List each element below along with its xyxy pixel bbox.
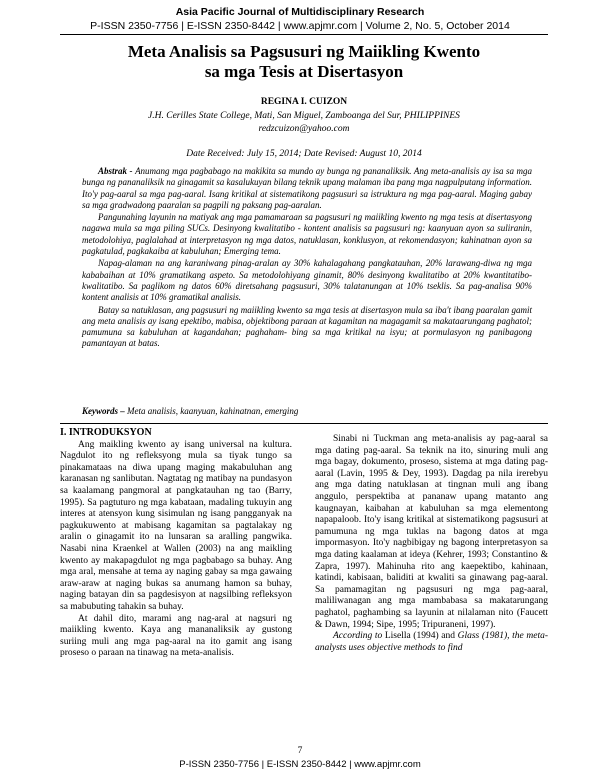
author-email: redzcuizon@yahoo.com	[258, 124, 350, 134]
abstract-paragraph-3: Napag-alaman na ang karaniwang pinag-aralan ay 30% kahalagahang pangkatauhan, 20% larawang-diwa ng mga kababaihan at 10% gramatikang aspeto. Sa metodolohiyang ginamit, 80% desinyong kwalitatibo at 20% kwantitatibo-kwalitatibo. Sa paglikom ng datos 60% diretsahang pagsusuri, 30% talatanungan at 10% tseklis. Sa pag-analisa 90% kontent analisis at 10% gramatikal analisis.	[82, 258, 532, 303]
left-column	[60, 427, 292, 660]
section-heading: I. INTRODUKSYON	[60, 427, 152, 438]
journal-name: Asia Pacific Journal of Multidisciplinary Research	[175, 6, 425, 18]
abstract-paragraph-4: Batay sa natuklasan, ang pagsusuri ng maiikling kwento sa mga tesis at disertasyon mula sa iba't ibang paaralan gamit ang meta analisis ay isang epektibo, mabisa, objektibong paraan at kagamitan na magagamit sa makataarungang paghatol; pamumuna sa kabuluhan at kagandahan; paghaham- bing sa mga kritikal na isyu; at pormulasyon ng panibagong pamantayan at batas.	[82, 304, 532, 349]
abstract	[82, 166, 532, 351]
author-affiliation: J.H. Cerilles State College, Mati, San Miguel, Zamboanga del Sur, PHILIPPINES	[148, 111, 460, 121]
author-name: REGINA I. CUIZON	[260, 97, 348, 107]
body-paragraph: Ang maikling kwento ay isang universal na kultura. Nagdulot ito ng refleksyong mula sa tiyak tungo sa pinakamataas na diwa upang maging makabuluhan ang karanasan ng sanlibutan. Nagtatag ng matibay na pundasyon sa kaalamang pangmoral at pangkatauhan ng tao (Barry, 1995). Sa pagtuturo ng mga kabataan, madaling tukuyin ang interes at atensyon kung sisimulan ng isang pangganyak na pagkukuwento at mabisang kagamitan sa pagtalakay ng aralin o ginagamit ito na lunsaran sa aralling pangwika. Nasabi nina Kraenkel at Wallen (2003) na ang maikling kwento ay makapagdulot ng mga pagbabago sa buhay. Ang mga aral, mensahe at tema ay naging gabay sa mga gawaing araw-araw at naging bukas sa anumang hamon sa buhay, naging batayan din sa pagdesisyon at nagsilbing refleksyon sa mabubuting tahakin sa buhay.	[60, 439, 292, 612]
keywords-label: Keywords –	[82, 406, 127, 416]
header-rule	[60, 34, 548, 35]
abstract-label: Abstrak -	[98, 166, 136, 176]
title-line-1: Meta Analisis sa Pagsusuri ng Maiikling Kwento	[127, 42, 481, 61]
body-paragraph: According to Lisella (1994) and Glass (1981), the meta-analysts uses objective methods to find	[315, 631, 548, 653]
keywords-rule	[60, 423, 548, 424]
keywords-text: Meta analisis, kaanyuan, kahinatnan, emerging	[127, 406, 299, 416]
body-paragraph: At dahil dito, marami ang nag-aral at nagsuri ng maiikling kwento. Kaya ang mananaliksik ay gustong suriing muli ang mga pag-aaral na ito gamit ang isang proseso o paraan na tinawag na meta-analisis.	[60, 613, 292, 659]
keywords	[82, 406, 532, 416]
right-column	[315, 434, 548, 654]
page-number: 7	[297, 746, 303, 756]
abstract-paragraph-1: Abstrak - Anumang mga pagbabago na makikita sa mundo ay bunga ng pananaliksik. Ang meta-analisis ay isa sa mga bunga ng pananaliksik na ginagamit sa kasalukuyan bilang teknik upang malaman iba pang mga nagpulputang information. Ito'y pag-aaral sa mga pag-aaral. Isang kritikal at sistematikong pagsusuri sa istruktura ng mga pag-aaral. Maging gabay sa mga gradwadong paaralan sa pagpili ng paksang pag-aaralan.	[82, 166, 532, 210]
issn-line: P-ISSN 2350-7756 | E-ISSN 2350-8442 | www.apjmr.com | Volume 2, No. 5, October 2014	[90, 20, 510, 32]
article-dates: Date Received: July 15, 2014; Date Revised: August 10, 2014	[186, 149, 422, 159]
body-paragraph: Sinabi ni Tuckman ang meta-analisis ay pag-aaral sa mga dating pag-aaral. Sa teknik na ito, sinuring muli ang mga bagay, dokumento, proseso, sistema at mga dating pag-aaral (Lavin, 1995 & Dey, 1993). Dagdag pa nila irerebyu ang mga dating natuklasan at tingnan muli ang ibang anggulo, perspektiba at pananaw upang matanto ang kaugnayan, kaibahan at kabuluhan sa mga elementong napapaloob. Ito'y isang kritikal at sistematikong pagsusuri at pamumuna ng mga tuklas na bagong datos at mga impormasyon. Ito'y nagbibigay ng bagong interpretasyon sa mga dating kaalaman at ideya (Kehrer, 1993; Constantino & Zapra, 1997). Mahinuha rito ang kaepektibo, kahinaan, katindi, kabisaan, baliditi at kwaliti sa ginawang pag-aaral. Sa pamamagitan ng pagsusuri ng mga pag-aaral, maliliwanagan ang mga mambabasa sa makatarungang paghatol, paghambing sa layunin at nilalaman nito (Faucett & Dawn, 1994; Sipe, 1995; Tripuraneni, 1997).	[315, 434, 548, 630]
abstract-paragraph-2: Pangunahing layunin na matiyak ang mga pamamaraan sa pagsusuri ng maiikling kwento ng mga tesis at disertasyong nagawa mula sa mga piling SUCs. Desinyong kwalitatibo - kontent analisis sa pagsusuri ng: kaanyuan ayon sa suliranin, metodolohiya, paglalahad at interpretasyon ng mga datos, natuklasan, konklusyon, at rekomendasyon; kahinatnan ayon sa pagkatulad, pagkakaiba at kabuluhan; Emerging tema.	[82, 212, 532, 257]
article-title	[60, 42, 548, 82]
title-line-2: sa mga Tesis at Disertasyon	[204, 62, 404, 81]
footer-issn-line: P-ISSN 2350-7756 | E-ISSN 2350-8442 | www.apjmr.com	[179, 759, 421, 770]
